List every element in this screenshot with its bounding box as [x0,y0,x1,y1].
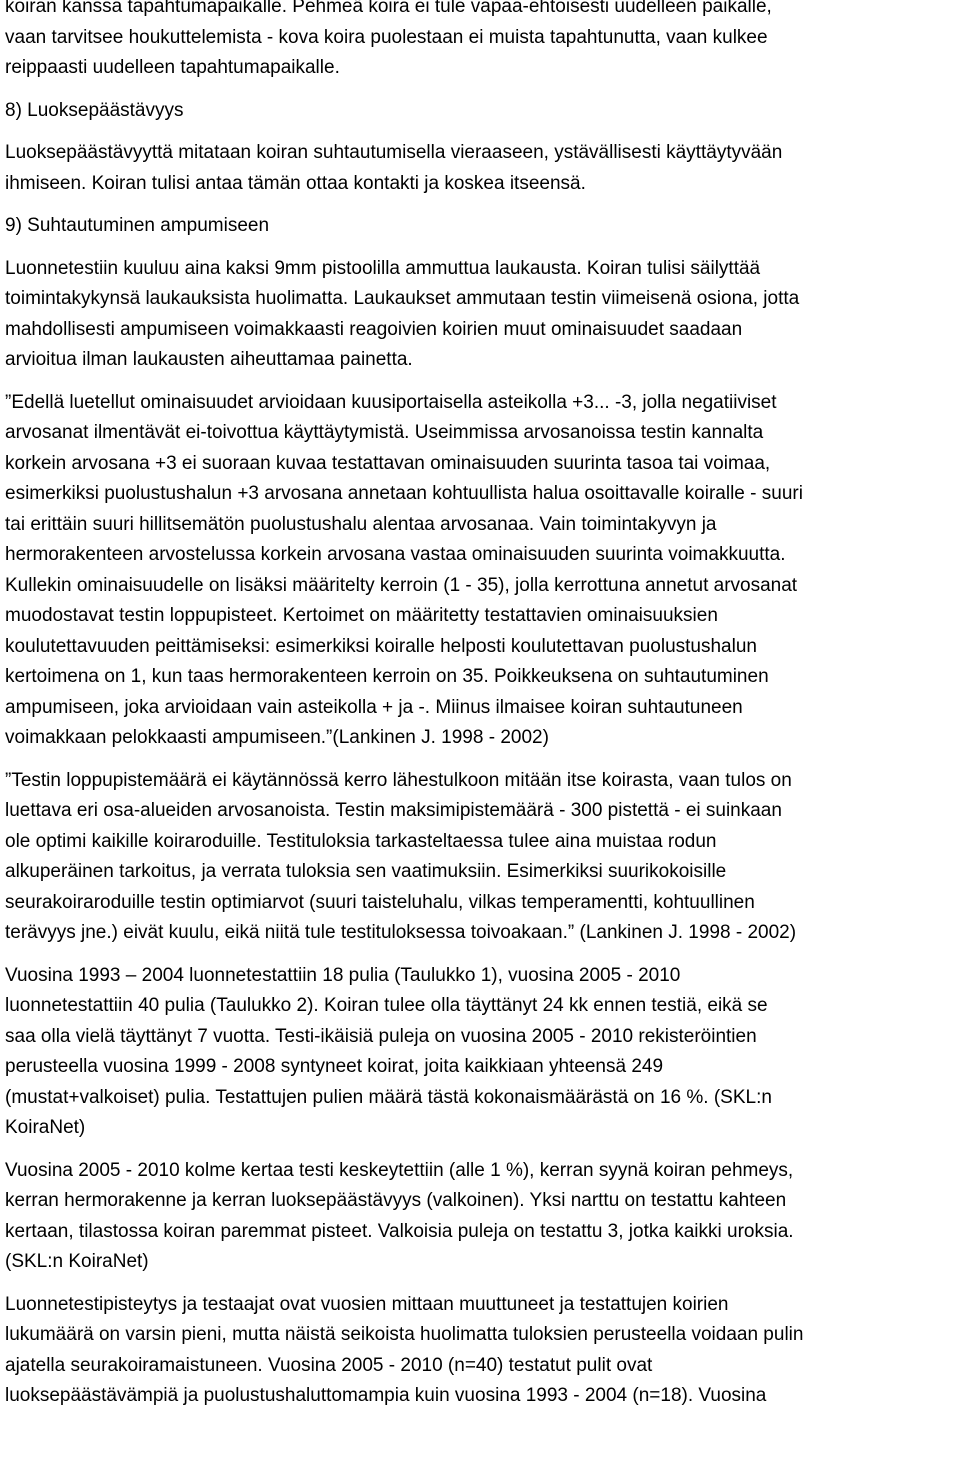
text-line: reippaasti uudelleen tapahtumapaikalle. [5,57,340,78]
text-line: Vuosina 2005 - 2010 kolme kertaa testi keskeytettiin (alle 1 %), kerran syynä koiran pehmeys, [5,1159,794,1181]
text-line: arvioitua ilman laukausten aiheuttamaa painetta. [5,349,413,370]
text-line: kerran hermorakenne ja kerran luoksepäästävyys (valkoinen). Yksi narttu on testattu kahteen [5,1190,787,1211]
text-line: hermorakenteen arvostelussa korkein arvosana vastaa ominaisuuden suurinta voimakkuutta. [5,544,786,565]
text-line: alkuperäinen tarkoitus, ja verrata tuloksia sen vaatimuksiin. Esimerkiksi suurikokoisille [5,861,727,882]
heading-text: 9) Suhtautuminen ampumiseen [5,215,270,236]
text-line: kertoimena on 1, kun taas hermorakenteen kerroin on 35. Poikkeuksena on suhtautuminen [5,666,769,687]
heading-text: 8) Luoksepäästävyys [5,99,184,121]
text-line: Luonnetestiin kuuluu aina kaksi 9mm pistoolilla ammuttua laukausta. Koiran tulisi säilyttää [5,257,761,279]
text-line: vaan tarvitsee houkuttelemista - kova koira puolestaan ei muista tapahtunutta, vaan kulkee [5,26,768,48]
text-line: kertaan, tilastossa koiran paremmat pisteet. Valkoisia puleja on testattu 3, jotka kaikki uroksia. [5,1220,794,1242]
text-line: perusteella vuosina 1999 - 2008 syntyneet koirat, joita kaikkiaan yhteensä 249 [5,1056,664,1077]
text-line: terävyys jne.) eivät kuulu, eikä niitä tule testituloksessa toivoakaan.” (Lankinen J. 1998 - 2002) [5,922,797,943]
text-line: ”Edellä luetellut ominaisuudet arvioidaan kuusiportaisella asteikolla +3... -3, jolla negatiiviset [5,391,777,413]
text-line: Vuosina 1993 – 2004 luonnetestattiin 18 pulia (Taulukko 1), vuosina 2005 - 2010 [5,964,681,986]
text-line: seurakoiraroduille testin optimiarvot (suuri taisteluhalu, vilkas temperamentti, kohtuullinen [5,891,755,913]
text-line: toimintakykynsä laukauksista huolimatta. Laukaukset ammutaan testin viimeisenä osiona, jotta [5,288,800,309]
text-line: KoiraNet) [5,1117,86,1138]
text-line: muodostavat testin loppupisteet. Kertoimet on määritetty testattavien ominaisuuksien [5,605,718,626]
document-page [5,0,955,1412]
text-line: korkein arvosana +3 ei suoraan kuvaa testattavan ominaisuuden suurinta tasoa tai voimaa, [5,452,771,474]
scale-quote-paragraph [5,388,955,754]
text-line: (SKL:n KoiraNet) [5,1251,149,1272]
text-line: Luoksepäästävyyttä mitataan koiran suhtautumisella vieraaseen, ystävällisesti käyttäytyvään [5,142,783,163]
text-line: saa olla vielä täyttänyt 7 vuotta. Testi-ikäisiä puleja on vuosina 2005 - 2010 rekisteröintien [5,1025,757,1047]
conclusion-paragraph [5,1290,955,1412]
ampumiseen-paragraph [5,254,955,376]
text-line: ajatella seurakoiramaistuneen. Vuosina 2005 - 2010 (n=40) testatut pulit ovat [5,1354,653,1376]
points-quote-paragraph [5,766,955,949]
text-line: ampumiseen, joka arvioidaan vain asteikolla + ja -. Miinus ilmaisee koiran suhtautuneen [5,696,743,718]
text-line: ole optimi kaikille koiraroduille. Testituloksia tarkasteltaessa tulee aina muistaa rodun [5,830,717,852]
intro-paragraph [5,0,955,84]
text-line: mahdollisesti ampumiseen voimakkaasti reagoivien koirien muut ominaisuudet saadaan [5,318,743,340]
section-heading-9 [5,211,955,242]
text-line: koulutettavuuden peittämiseksi: esimerkiksi koiralle helposti koulutettavan puolustushalun [5,635,757,657]
text-line: Kullekin ominaisuudelle on lisäksi määritelty kerroin (1 - 35), jolla kerrottuna annetut arvosanat [5,574,798,596]
text-line: esimerkiksi puolustushalun +3 arvosana annetaan kohtuullista halua osoittavalle koiralle - suuri [5,483,803,504]
text-line: (mustat+valkoiset) pulia. Testattujen pulien määrä tästä kokonaismäärästä on 16 %. (SKL:n [5,1086,772,1108]
text-line: lukumäärä on varsin pieni, mutta näistä seikoista huolimatta tuloksien perusteella voidaan pulin [5,1324,804,1345]
aborted-tests-paragraph [5,1156,955,1278]
text-line: arvosanat ilmentävät ei-toivottua käyttäytymistä. Useimmissa arvosanoissa testin kannalta [5,422,764,443]
text-line: luonnetestattiin 40 pulia (Taulukko 2). Koiran tulee olla täyttänyt 24 kk ennen testiä, eikä se [5,995,768,1016]
text-line: koiran kanssa tapahtumapaikalle. Pehmeä koira ei tule vapaa-ehtoisesti uudelleen paikalle, [5,0,772,17]
text-line: luettava eri osa-alueiden arvosanoista. Testin maksimipistemäärä - 300 pistettä - ei suinkaan [5,800,782,821]
luoksepaastavyys-paragraph [5,138,955,199]
text-line: Luonnetestipisteytys ja testaajat ovat vuosien mittaan muuttuneet ja testattujen koirien [5,1293,729,1315]
text-line: tai erittäin suuri hillitsemätön puolustushalu alentaa arvosanaa. Vain toimintakyvyn ja [5,513,717,535]
text-line: ”Testin loppupistemäärä ei käytännössä kerro lähestulkoon mitään itse koirasta, vaan tulos on [5,769,792,791]
text-line: ihmiseen. Koiran tulisi antaa tämän ottaa kontakti ja koskea itseensä. [5,172,586,194]
text-line: voimakkaan pelokkaasti ampumiseen.”(Lankinen J. 1998 - 2002) [5,727,549,748]
section-heading-8 [5,96,955,127]
text-line: luoksepäästävämpiä ja puolustushaluttomampia kuin vuosina 1993 - 2004 (n=18). Vuosina [5,1385,767,1406]
years-paragraph [5,961,955,1144]
